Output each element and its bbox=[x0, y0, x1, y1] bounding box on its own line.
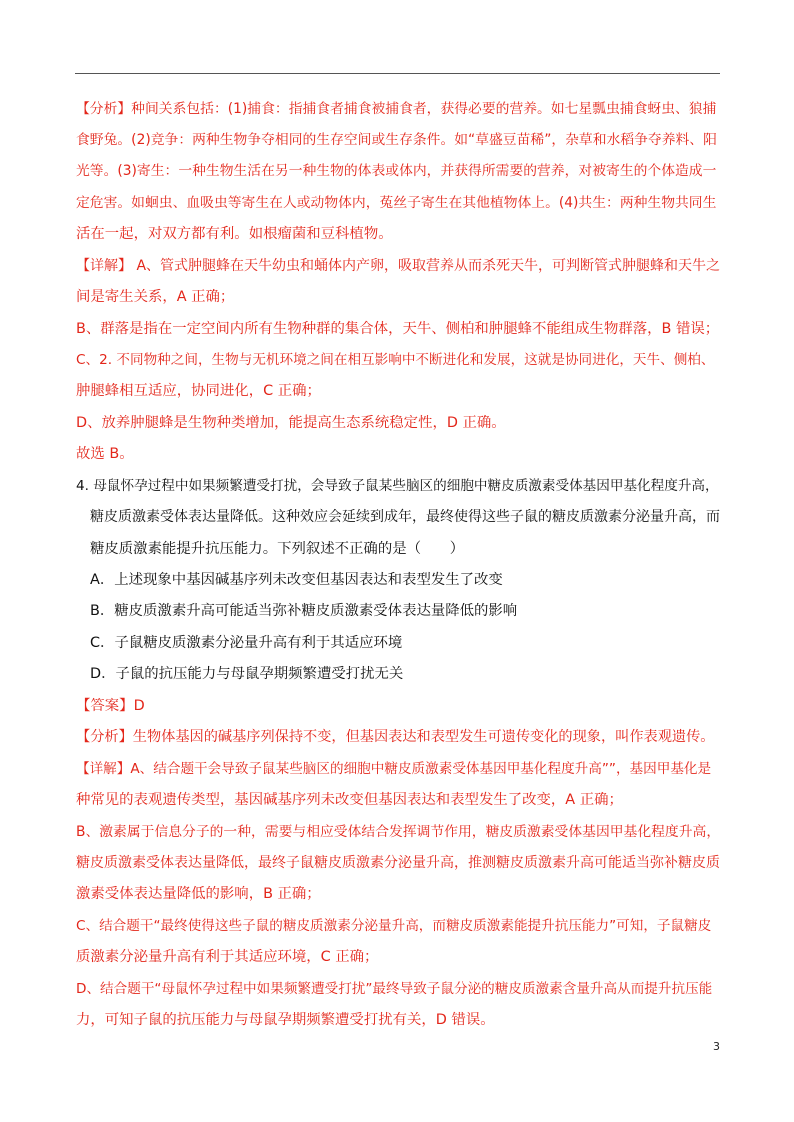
detail-q4-b-3: 激素受体表达量降低的影响，B 正确； bbox=[76, 886, 321, 902]
question-4-stem-2: 糖皮质激素受体表达量降低。这种效应会延续到成年，最终使得这些子鼠的糖皮质激素分泌量升高，而 bbox=[90, 509, 720, 525]
detail-q4-a-1: 【详解】A、结合题干会导致子鼠某些脑区的细胞中糖皮质激素受体基因甲基化程度升高””，基因甲基化是 bbox=[76, 761, 712, 777]
detail-option-c-1: C、2. 不同物种之间，生物与无机环境之间在相互影响中不断进化和发展，这就是协同进化，天牛、侧柏、 bbox=[76, 352, 715, 368]
detail-q4-d-1: D、结合题干“母鼠怀孕过程中如果频繁遭受打扰”最终导致子鼠分泌的糖皮质激素含量升高从而提升抗压能 bbox=[76, 981, 713, 997]
answer-choice: 故选 B。 bbox=[76, 446, 134, 462]
analysis-line-2: 食野兔。(2)竞争：两种生物争夺相同的生存空间或生存条件。如“草盛豆苗稀”，杂草和水稻争夺养料、阳 bbox=[76, 132, 717, 148]
detail-option-d: D、放养肿腿蜂是生物种类增加，能提高生态系统稳定性，D 正确。 bbox=[76, 415, 506, 431]
detail-line-2: 间是寄生关系，A 正确； bbox=[76, 289, 235, 305]
detail-option-c-2: 肿腿蜂相互适应，协同进化，C 正确； bbox=[76, 383, 321, 399]
analysis-q4: 【分析】生物体基因的碱基序列保持不变，但基因表达和表型发生可遗传变化的现象，叫作表观遗传。 bbox=[76, 729, 715, 745]
page-number: 3 bbox=[713, 1040, 720, 1053]
analysis-line-4: 定危害。如蛔虫、血吸虫等寄生在人或动物体内，菟丝子寄生在其他植物体上。(4)共生：两种生物共同生 bbox=[76, 195, 717, 211]
detail-q4-b-2: 糖皮质激素受体表达量降低，最终子鼠糖皮质激素分泌量升高，推测糖皮质激素升高可能适当弥补糖皮质 bbox=[76, 855, 720, 871]
question-4-option-d: D．子鼠的抗压能力与母鼠孕期频繁遭受打扰无关 bbox=[90, 666, 404, 682]
analysis-line-5: 活在一起，对双方都有利。如根瘤菌和豆科植物。 bbox=[76, 226, 393, 242]
question-4-stem-1: 4. 母鼠怀孕过程中如果频繁遭受打扰，会导致子鼠某些脑区的细胞中糖皮质激素受体基因甲基化程度升高， bbox=[76, 478, 719, 494]
detail-q4-c-2: 质激素分泌量升高有利于其适应环境，C 正确； bbox=[76, 949, 379, 965]
question-4-option-c: C．子鼠糖皮质激素分泌量升高有利于其适应环境 bbox=[90, 635, 403, 651]
question-4-option-a: A．上述现象中基因碱基序列未改变但基因表达和表型发生了改变 bbox=[90, 572, 503, 588]
question-4-option-b: B．糖皮质激素升高可能适当弥补糖皮质激素受体表达量降低的影响 bbox=[90, 603, 518, 619]
answer-label: 【答案】D bbox=[76, 698, 145, 714]
header-rule bbox=[75, 73, 720, 74]
detail-line-1: 【详解】 A、管式肿腿蜂在天牛幼虫和蛹体内产卵，吸取营养从而杀死天牛，可判断管式肿腿蜂和天牛之 bbox=[76, 258, 721, 274]
question-4-stem-3: 糖皮质激素能提升抗压能力。下列叙述不正确的是（ ） bbox=[90, 541, 465, 557]
analysis-line-1: 【分析】种间关系包括：(1)捕食：指捕食者捕食被捕食者，获得必要的营养。如七星瓢虫捕食蚜虫、狼捕 bbox=[76, 101, 717, 117]
detail-q4-c-1: C、结合题干“最终使得这些子鼠的糖皮质激素分泌量升高，而糖皮质激素能提升抗压能力”可知，子鼠糖皮 bbox=[76, 918, 712, 934]
detail-q4-d-2: 力，可知子鼠的抗压能力与母鼠孕期频繁遭受打扰有关，D 错误。 bbox=[76, 1012, 495, 1028]
detail-q4-a-2: 种常见的表观遗传类型，基因碱基序列未改变但基因表达和表型发生了改变，A 正确； bbox=[76, 792, 623, 808]
analysis-line-3: 光等。(3)寄生：一种生物生活在另一种生物的体表或体内，并获得所需要的营养，对被寄生的个体造成一 bbox=[76, 163, 717, 179]
detail-option-b: B、群落是指在一定空间内所有生物种群的集合体，天牛、侧柏和肿腿蜂不能组成生物群落，B 错误； bbox=[76, 321, 720, 337]
detail-q4-b-1: B、激素属于信息分子的一种，需要与相应受体结合发挥调节作用，糖皮质激素受体基因甲基化程度升高， bbox=[76, 824, 721, 840]
